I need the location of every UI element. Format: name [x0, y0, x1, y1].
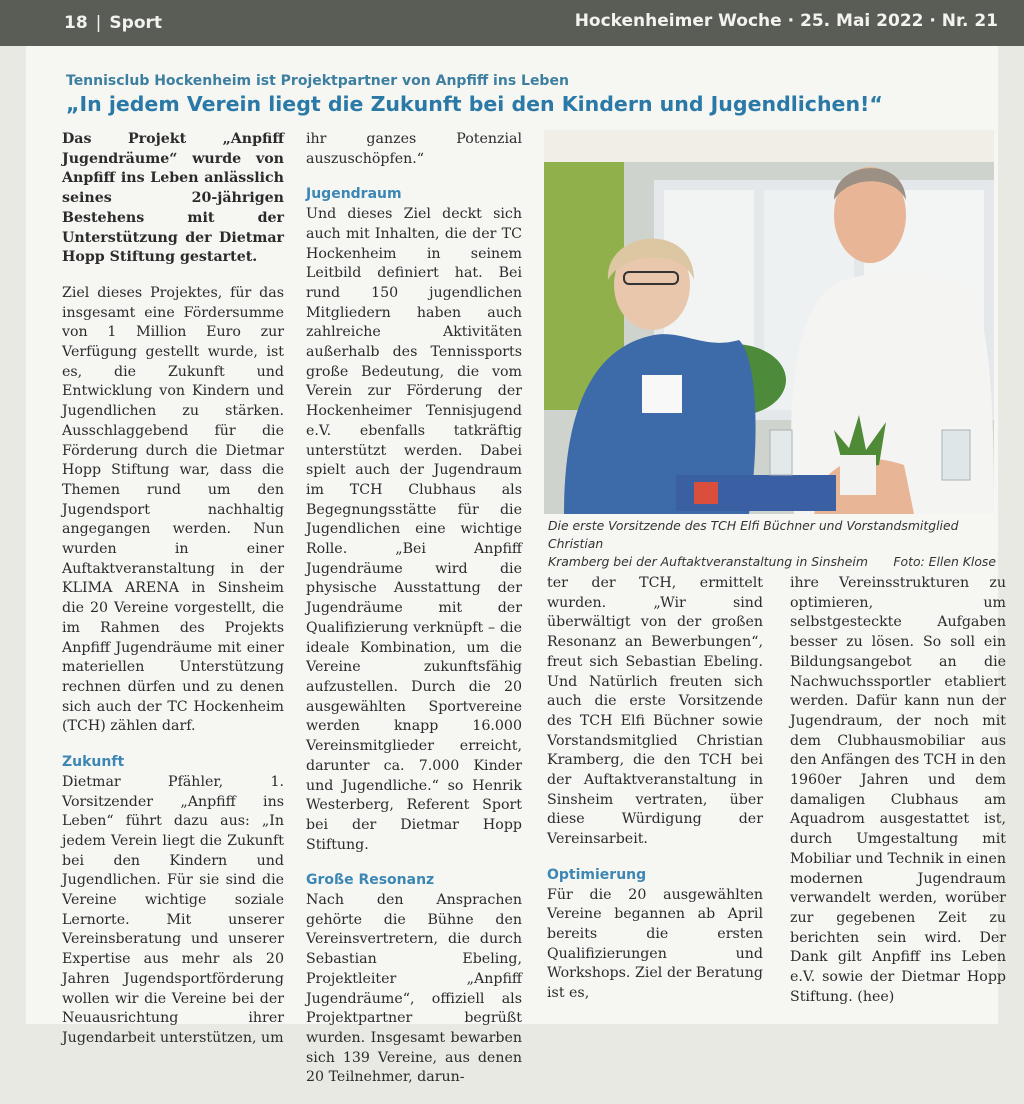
article-intro: Ziel dieses Projektes, für das insgesamt eine Fördersumme von 1 Million Euro zur Verfügung gestellt wurde, ist es, die Zukunft und Entwicklung von Kindern und Jugendlichen zu stärken. Ausschlaggebend für die Förderung durch die Dietmar Hopp Stiftung war, dass die Themen rund um den Jugendsport nachhaltig angegangen werden. Nun wurden in einer Auftaktveranstaltung in der KLIMA ARENA in Sinsheim die 20 Vereine vorgestellt, die im Rahmen des Projekts Anpfiff Jugendräume mit einer materiellen Unterstützung rechnen dürfen und zu denen sich auch der TC Hockenheim (TCH) zählen darf.: [62, 284, 284, 735]
article-column-1: [62, 130, 284, 1065]
header-left: [64, 13, 162, 33]
article-column-4: [790, 574, 1006, 1023]
subheading-jugendraum: Jugendraum: [306, 186, 402, 203]
paragraph-col3-top: ter der TCH, ermittelt wurden. „Wir sind überwältigt von der großen Resonanz an Bewerbungen“, freut sich Sebastian Ebeling. Und Natürlich freuten sich auch die erste Vorsitzende des TCH Elfi Büchner sowie Vorstandsmitglied Christian Kramberg, die den TCH bei der Auftaktveranstaltung in Sinsheim vertraten, über diese Würdigung der Vereinsarbeit.: [547, 575, 763, 848]
article-kicker: Tennisclub Hockenheim ist Projektpartner von Anpfiff ins Leben: [66, 73, 569, 89]
paragraph-col2-top: ihr ganzes Potenzial auszuschöpfen.“: [306, 131, 522, 167]
article-column-3: [547, 574, 763, 1020]
paragraph-col4: ihre Vereinsstrukturen zu optimieren, um selbstgesteckte Aufgaben besser zu lösen. So soll ein Bildungsangebot an die Nachwuchssportler etabliert werden. Dafür kann nun der Jugendraum, der noch mit dem Clubhausmobiliar aus den Anfängen des TCH in den 1960er Jahren und dem damaligen Clubhaus am Aquadrom ausgestattet ist, durch Umgestaltung mit Mobiliar und Technik in einen modernen Jugendraum verwandelt werden, worüber zur gegebenen Zeit zu berichten sein wird. Der Dank gilt Anpfiff ins Leben e.V. sowie der Dietmar Hopp Stiftung. (hee): [790, 575, 1006, 1005]
subheading-zukunft: Zukunft: [62, 754, 125, 771]
paragraph-optimierung: Für die 20 ausgewählten Vereine begannen ab April bereits die ersten Qualifizierungen und Workshops. Ziel der Beratung ist es,: [547, 886, 763, 1002]
publication-info: Hockenheimer Woche · 25. Mai 2022 · Nr. 21: [574, 11, 998, 31]
paragraph-jugendraum: Und dieses Ziel deckt sich auch mit Inhalten, die der TC Hockenheim in seinem Leitbild definiert hat. Bei rund 150 jugendlichen Mitgliedern haben auch zahlreiche Aktivitäten außerhalb des Tennissports große Bedeutung, die vom Verein zur Förderung der Hockenheimer Tennisjugend e.V. ebenfalls tatkräftig unterstützt werden. Dabei spielt auch der Jugendraum im TCH Clubhaus als Begegnungsstätte für die Jugendlichen eine wichtige Rolle. „Bei Anpfiff Jugendräume wird die physische Ausstattung der Jugendräume mit der Qualifizierung verknüpft – die ideale Kombination, um die Vereine zukunftsfähig aufzustellen. Durch die 20 ausgewählten Sportvereine werden knapp 16.000 Vereinsmitglieder erreicht, darunter ca. 7.000 Kinder und Jugendliche.“ so Henrik Westerberg, Referent Sport bei der Dietmar Hopp Stiftung.: [306, 206, 522, 853]
photo-credit: Foto: Ellen Klose: [893, 554, 996, 569]
page-header: [0, 0, 1024, 46]
article-lead: Das Projekt „Anpfiff Jugendräume“ wurde von Anpfiff ins Leben anlässlich seines 20-jährigen Bestehens mit der Unterstützung der Dietmar Hopp Stiftung gestartet.: [62, 131, 284, 266]
section-name: Sport: [109, 13, 163, 33]
photo-illustration: [544, 130, 994, 514]
article-headline: „In jedem Verein liegt die Zukunft bei den Kindern und Jugendlichen!“: [66, 92, 883, 116]
subheading-resonanz: Große Resonanz: [306, 872, 435, 889]
subheading-optimierung: Optimierung: [547, 866, 647, 883]
caption-line-1: Die erste Vorsitzende des TCH Elfi Büchner und Vorstandsmitglied Christian: [548, 518, 959, 551]
header-separator: |: [95, 13, 102, 33]
article-column-2: [306, 130, 522, 1104]
caption-line-2: Kramberg bei der Auftaktveranstaltung in Sinsheim: [548, 554, 868, 569]
article-photo: [544, 130, 994, 514]
caption-line-2-row: [548, 553, 996, 571]
photo-caption: [548, 517, 996, 571]
page-number: 18: [64, 13, 88, 33]
paragraph-zukunft: Dietmar Pfähler, 1. Vorsitzender „Anpfiff ins Leben“ führt dazu aus: „In jedem Verein liegt die Zukunft bei den Kindern und Jugendlichen. Für sie sind die Vereine wichtige soziale Lernorte. Mit unserer Vereinsberatung und unserer Expertise aus mehr als 20 Jahren Jugendsportförderung wollen wir die Vereine bei der Neuausrichtung ihrer Jugendarbeit unterstützen, um: [62, 773, 284, 1046]
paragraph-resonanz: Nach den Ansprachen gehörte die Bühne den Vereinsvertretern, die durch Sebastian Ebeling, Projektleiter „Anpfiff Jugendräume“, offiziell als Projektpartner begrüßt wurden. Insgesamt bewarben sich 139 Vereine, aus denen 20 Teilnehmer, darun-: [306, 892, 522, 1086]
